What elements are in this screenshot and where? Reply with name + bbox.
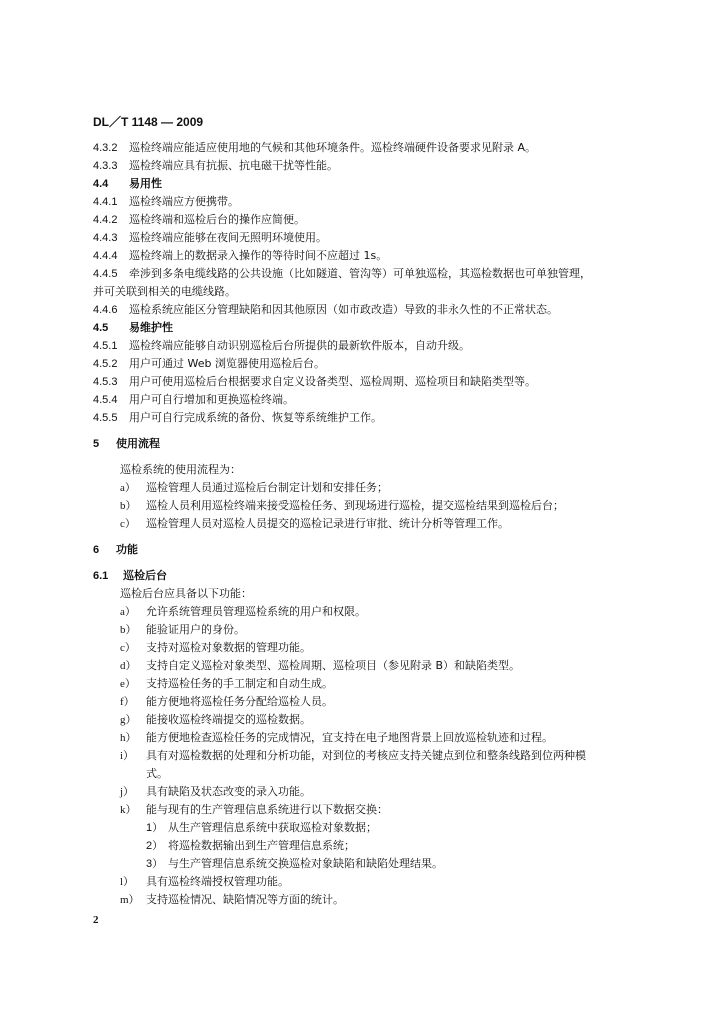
list-text: 巡检管理人员对巡检人员提交的巡检记录进行审批、统计分析等管理工作。 [146, 517, 509, 530]
clause-number: 4.4.6 [93, 304, 118, 316]
section-5-intro: 巡检系统的使用流程为： [120, 463, 241, 476]
list-item [120, 893, 344, 907]
clause-number: 4.4.3 [93, 232, 118, 244]
clause-number: 4.5 [93, 322, 109, 334]
list-text: 能验证用户的身份。 [146, 623, 245, 636]
list-label: d） [120, 660, 137, 672]
list-item [120, 803, 388, 817]
clause-4-5-3 [93, 375, 536, 389]
section-5-heading [93, 437, 160, 451]
clause-4-5-1 [93, 339, 470, 353]
clause-text: 巡检终端应具有抗振、抗电磁干扰等性能。 [129, 159, 338, 172]
list-text: 支持自定义巡检对象类型、巡检周期、巡检项目（参见附录 B）和缺陷类型。 [146, 659, 521, 672]
list-item [120, 623, 245, 637]
section-6-intro: 巡检后台应具备以下功能： [120, 587, 252, 600]
list-item [120, 875, 289, 889]
sub-list-label: 3） [146, 858, 164, 870]
list-text: 具有对巡检数据的处理和分析功能，对到位的考核应支持关键点到位和整条线路到位两种模 [146, 749, 586, 762]
list-item [120, 713, 311, 727]
list-item [120, 677, 333, 691]
list-text: 能接收巡检终端提交的巡检数据。 [146, 713, 311, 726]
list-label: k） [120, 804, 137, 816]
list-item [120, 749, 586, 763]
clause-number: 4.4.2 [93, 214, 118, 226]
clause-text: 用户可自行完成系统的备份、恢复等系统维护工作。 [129, 411, 382, 424]
list-label: h） [120, 732, 137, 744]
subsection-number: 6.1 [93, 570, 109, 582]
list-label: a） [120, 482, 136, 494]
clause-text: 巡检终端应能够在夜间无照明环境使用。 [129, 231, 327, 244]
list-label: b） [120, 500, 137, 512]
clause-4-4-5-continuation [93, 285, 236, 299]
list-text: 允许系统管理员管理巡检系统的用户和权限。 [146, 605, 366, 618]
clause-number: 4.5.5 [93, 412, 118, 424]
heading-4-5 [93, 321, 173, 335]
section-number: 6 [93, 544, 100, 556]
clause-4-4-3 [93, 231, 327, 245]
list-label: g） [120, 714, 137, 726]
clause-text: 巡检终端应能够自动识别巡检后台所提供的最新软件版本，自动升级。 [129, 339, 470, 352]
list-item [120, 641, 311, 655]
clause-text: 并可关联到相关的电缆线路。 [93, 285, 236, 298]
clause-4-5-4 [93, 393, 294, 407]
list-item [120, 481, 388, 495]
list-text: 支持巡检情况、缺陷情况等方面的统计。 [146, 893, 344, 906]
clause-number: 4.5.4 [93, 394, 118, 406]
section-6-heading [93, 543, 138, 557]
list-label: b） [120, 624, 137, 636]
heading-4-4 [93, 177, 162, 191]
list-item [120, 695, 333, 709]
list-text: 巡检人员利用巡检终端来接受巡检任务、到现场进行巡检，提交巡检结果到巡检后台； [146, 499, 564, 512]
section-title: 使用流程 [116, 437, 160, 450]
sub-list-label: 2） [146, 840, 164, 852]
list-item [120, 659, 520, 673]
clause-number: 4.4 [93, 178, 109, 190]
clause-heading: 易用性 [129, 177, 162, 190]
list-label: j） [120, 786, 135, 798]
clause-4-3-2 [93, 141, 536, 155]
clause-number: 4.4.1 [93, 196, 118, 208]
list-label: m） [120, 894, 140, 906]
list-label: a） [120, 606, 136, 618]
list-item [120, 785, 311, 799]
list-label: c） [120, 642, 136, 654]
clause-number: 4.5.1 [93, 340, 118, 352]
list-item [120, 499, 564, 513]
sub-list-text: 将巡检数据输出到生产管理信息系统； [168, 839, 355, 852]
clause-4-4-1 [93, 195, 239, 209]
page-number: 2 [93, 914, 99, 926]
clause-text: 巡检终端上的数据录入操作的等待时间不应超过 1s。 [129, 249, 388, 262]
document-header: DL／T 1148 — 2009 [93, 115, 204, 129]
list-item [120, 605, 366, 619]
section-number: 5 [93, 438, 100, 450]
clause-text: 巡检终端应能适应使用地的气候和其他环境条件。巡检终端硬件设备要求见附录 A。 [129, 141, 537, 154]
list-text: 具有巡检终端授权管理功能。 [146, 875, 289, 888]
clause-text: 牵涉到多条电缆线路的公共设施（比如隧道、管沟等）可单独巡检，其巡检数据也可单独管理， [129, 267, 591, 280]
subsection-6-1-heading [93, 569, 167, 583]
sub-list-item [146, 857, 443, 871]
list-text: 支持对巡检对象数据的管理功能。 [146, 641, 311, 654]
clause-heading: 易维护性 [129, 321, 173, 334]
clause-number: 4.4.4 [93, 250, 118, 262]
clause-number: 4.4.5 [93, 268, 118, 280]
list-text: 巡检管理人员通过巡检后台制定计划和安排任务； [146, 481, 388, 494]
clause-4-4-2 [93, 213, 305, 227]
list-label: c） [120, 518, 136, 530]
list-text: 能方便地检查巡检任务的完成情况，宜支持在电子地图背景上回放巡检轨迹和过程。 [146, 731, 553, 744]
sub-list-text: 从生产管理信息系统中获取巡检对象数据； [168, 821, 377, 834]
list-item [120, 731, 553, 745]
list-text: 式。 [146, 767, 168, 780]
list-text: 能与现有的生产管理信息系统进行以下数据交换： [146, 803, 388, 816]
clause-number: 4.3.3 [93, 160, 118, 172]
clause-number: 4.5.3 [93, 376, 118, 388]
section-title: 功能 [116, 543, 138, 556]
clause-number: 4.3.2 [93, 142, 118, 154]
list-label: l） [120, 876, 135, 888]
clause-4-5-5 [93, 411, 382, 425]
list-label: e） [120, 678, 136, 690]
clause-4-3-3 [93, 159, 338, 173]
list-text: 具有缺陷及状态改变的录入功能。 [146, 785, 311, 798]
clause-text: 用户可通过 Web 浏览器使用巡检后台。 [129, 357, 325, 370]
list-text: 能方便地将巡检任务分配给巡检人员。 [146, 695, 333, 708]
clause-number: 4.5.2 [93, 358, 118, 370]
sub-list-item [146, 839, 355, 853]
clause-text: 巡检终端和巡检后台的操作应简便。 [129, 213, 305, 226]
subsection-title: 巡检后台 [123, 569, 167, 582]
list-item-continuation [146, 767, 168, 781]
clause-4-5-2 [93, 357, 325, 371]
sub-list-item [146, 821, 377, 835]
clause-text: 巡检终端应方便携带。 [129, 195, 239, 208]
list-label: i） [120, 750, 135, 762]
list-item [120, 517, 509, 531]
sub-list-label: 1） [146, 822, 164, 834]
clause-text: 巡检系统应能区分管理缺陷和因其他原因（如市政改造）导致的非永久性的不正常状态。 [129, 303, 558, 316]
clause-text: 用户可使用巡检后台根据要求自定义设备类型、巡检周期、巡检项目和缺陷类型等。 [129, 375, 536, 388]
list-text: 支持巡检任务的手工制定和自动生成。 [146, 677, 333, 690]
list-label: f） [120, 696, 135, 708]
clause-4-4-5 [93, 267, 591, 281]
sub-list-text: 与生产管理信息系统交换巡检对象缺陷和缺陷处理结果。 [168, 857, 443, 870]
clause-text: 用户可自行增加和更换巡检终端。 [129, 393, 294, 406]
clause-4-4-4 [93, 249, 387, 263]
clause-4-4-6 [93, 303, 558, 317]
